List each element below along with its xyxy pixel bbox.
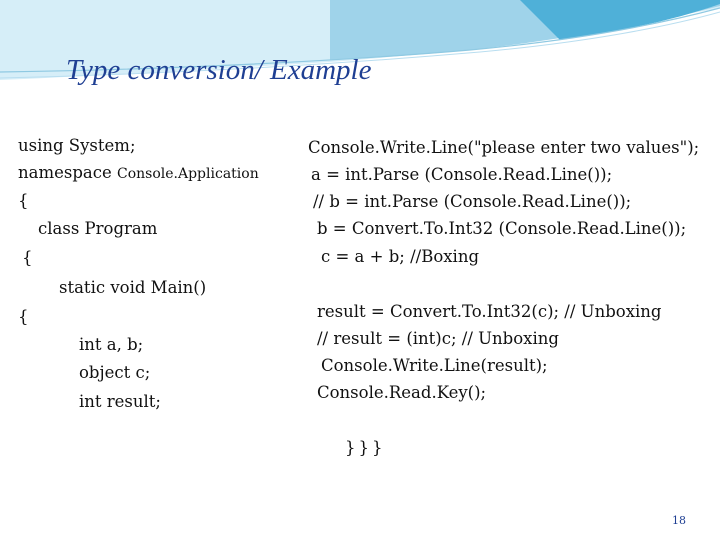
code-line-unboxing-1: result = Convert.To.Int32(c); // Unboxing — [317, 302, 662, 321]
code-line-write-prompt: Console.Write.Line("please enter two values"); — [308, 138, 700, 157]
code-line-class: class Program — [38, 219, 158, 238]
code-line-write-result: Console.Write.Line(result); — [321, 356, 548, 375]
code-line-main: static void Main() — [59, 278, 207, 297]
code-line-brace-1: { — [18, 191, 29, 210]
namespace-name: Console.Application — [117, 166, 259, 182]
code-line-closing-braces: }}} — [345, 438, 386, 457]
slide-title: Type conversion/ Example — [66, 54, 372, 86]
code-line-decl-result: int result; — [79, 392, 161, 411]
code-line-boxing: c = a + b; //Boxing — [321, 247, 480, 266]
code-line-unboxing-2: // result = (int)c; // Unboxing — [317, 329, 559, 348]
code-line-read-b: b = Convert.To.Int32 (Console.Read.Line()); — [317, 219, 687, 238]
code-line-brace-2: { — [22, 248, 33, 267]
page-number: 18 — [672, 514, 686, 527]
code-line-read-b-comment: // b = int.Parse (Console.Read.Line()); — [313, 192, 632, 211]
namespace-keyword: namespace — [18, 163, 117, 182]
code-line-decl-ab: int a, b; — [79, 335, 144, 354]
code-line-read-a: a = int.Parse (Console.Read.Line()); — [311, 165, 613, 184]
code-line-read-key: Console.Read.Key(); — [317, 383, 487, 402]
code-line-decl-c: object c; — [79, 363, 151, 382]
code-line-using: using System; — [18, 136, 136, 155]
code-line-brace-3: { — [18, 307, 29, 326]
code-line-namespace — [18, 163, 259, 184]
